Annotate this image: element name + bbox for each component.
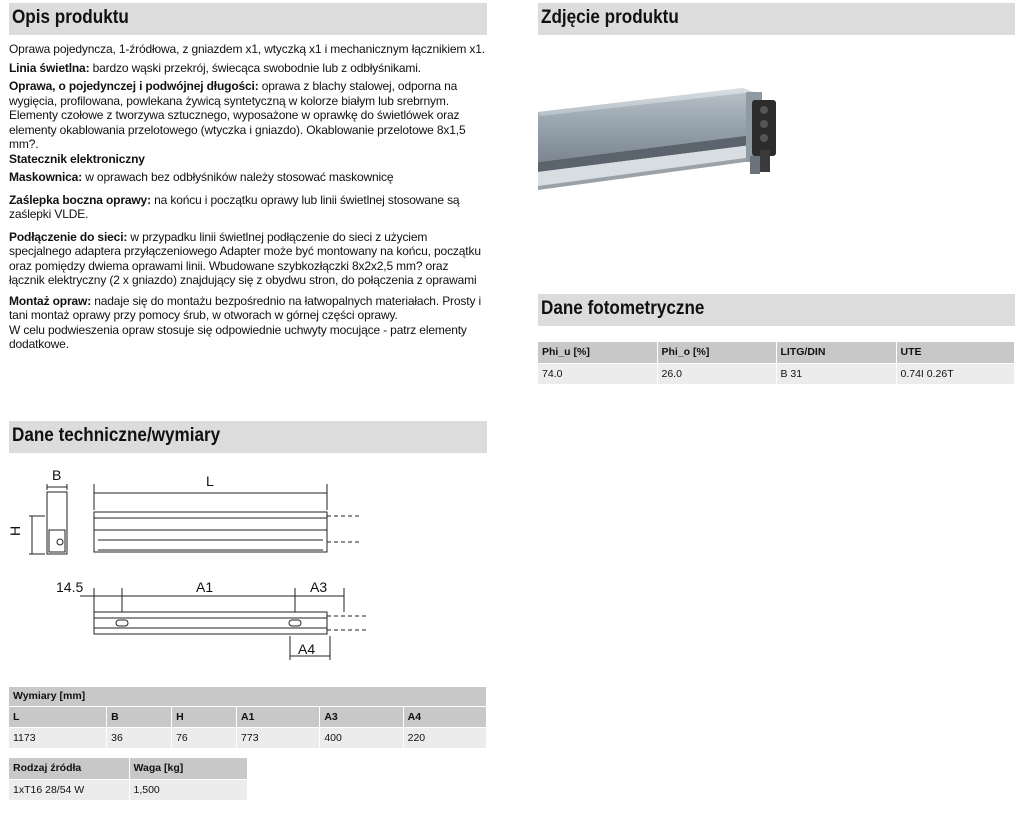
- photo-header-phi-u: Phi_u [%]: [538, 342, 657, 363]
- source-header-type: Rodzaj źródła: [9, 758, 129, 779]
- desc-connection: Podłączenie do sieci: w przypadku linii świetlnej podłączenie do sieci z użyciem specjalnego adaptera przyłączeniowego Adapter może być montowany na końcu, początku oraz pomiędzy dwiema oprawami linii. Wbudowane szybkozłączki 8x2x2,5 mm? oraz łącznik elektryczny (2 x gniazdo) znajdujący się z obydwu stron, do połączenia z oprawami: [9, 229, 481, 287]
- photo-value-litg: B 31: [776, 363, 896, 384]
- dimensions-table: [9, 687, 487, 749]
- label-a3: A3: [310, 579, 328, 595]
- source-value-weight: 1,500: [129, 779, 248, 800]
- photometric-table: [538, 342, 1015, 385]
- desc-louvre: Maskownica: w oprawach bez odbłyśników należy stosować maskownicę: [9, 170, 394, 184]
- source-header-weight: Waga [kg]: [129, 758, 248, 779]
- heading-photo: Zdjęcie produktu: [538, 3, 1015, 35]
- desc-suspension: W celu podwieszenia opraw stosuje się odpowiednie uchwyty mocujące - patrz elementy dodatkowe.: [9, 322, 467, 351]
- label-14-5: 14.5: [56, 579, 84, 595]
- dim-value-l: 1173: [9, 727, 107, 748]
- technical-drawing: [0, 460, 400, 670]
- dimensions-title: Wymiary [mm]: [9, 687, 487, 706]
- photo-value-phi-o: 26.0: [657, 363, 776, 384]
- desc-ballast: Statecznik elektroniczny: [9, 151, 145, 166]
- label-l: L: [206, 473, 214, 489]
- desc-housing: Oprawa, o pojedynczej i podwójnej długości: oprawa z blachy stalowej, odporna na wygięcia, profilowana, powlekana żywicą syntetyczną w kolorze białym lub srebrnym. Elementy czołowe z tworzywa sztucznego, wyposażone w oprawkę do świetlówek oraz elementy okablowania przelotowego (wtyczka i gniazdo). Okablowanie przelotowe 8x1,5 mm?.: [9, 79, 466, 151]
- desc-intro: Oprawa pojedyncza, 1-źródłowa, z gniazdem x1, wtyczką x1 i mechanicznym łącznikiem x1.: [9, 42, 485, 56]
- desc-line: Linia świetlna: bardzo wąski przekrój, świecąca swobodnie lub z odbłyśnikami.: [9, 60, 421, 75]
- dim-value-a4: 220: [403, 727, 486, 748]
- heading-technical: Dane techniczne/wymiary: [9, 421, 487, 453]
- dim-header-h: H: [172, 706, 237, 727]
- dim-header-a4: A4: [403, 706, 486, 727]
- source-value-type: 1xT16 28/54 W: [9, 779, 129, 800]
- product-description: [9, 42, 487, 356]
- label-b: B: [52, 467, 62, 483]
- photo-header-litg: LITG/DIN: [776, 342, 896, 363]
- photo-header-ute: UTE: [896, 342, 1015, 363]
- label-h: H: [7, 525, 23, 536]
- photo-value-phi-u: 74.0: [538, 363, 657, 384]
- desc-mounting: Montaż opraw: nadaje się do montażu bezpośrednio na łatwopalnych materiałach. Prosty i tani montaż oprawy przy pomocy śrub, w otworach w górnej części oprawy.: [9, 293, 481, 322]
- dim-value-a3: 400: [320, 727, 403, 748]
- heading-description: Opis produktu: [9, 3, 487, 35]
- dim-header-b: B: [107, 706, 172, 727]
- dim-header-a1: A1: [237, 706, 320, 727]
- dim-value-h: 76: [172, 727, 237, 748]
- photo-header-phi-o: Phi_o [%]: [657, 342, 776, 363]
- dim-value-a1: 773: [237, 727, 320, 748]
- dim-header-a3: A3: [320, 706, 403, 727]
- product-photo: [538, 40, 783, 200]
- dim-value-b: 36: [107, 727, 172, 748]
- photo-value-ute: 0.74I 0.26T: [896, 363, 1015, 384]
- dim-header-l: L: [9, 706, 107, 727]
- desc-endcap: Zaślepka boczna oprawy: na końcu i początku oprawy lub linii świetlnej stosowane są zaślepki VLDE.: [9, 192, 460, 221]
- label-a4: A4: [298, 641, 316, 657]
- label-a1: A1: [196, 579, 214, 595]
- heading-photometric: Dane fotometryczne: [538, 294, 1015, 326]
- source-table: [9, 758, 248, 801]
